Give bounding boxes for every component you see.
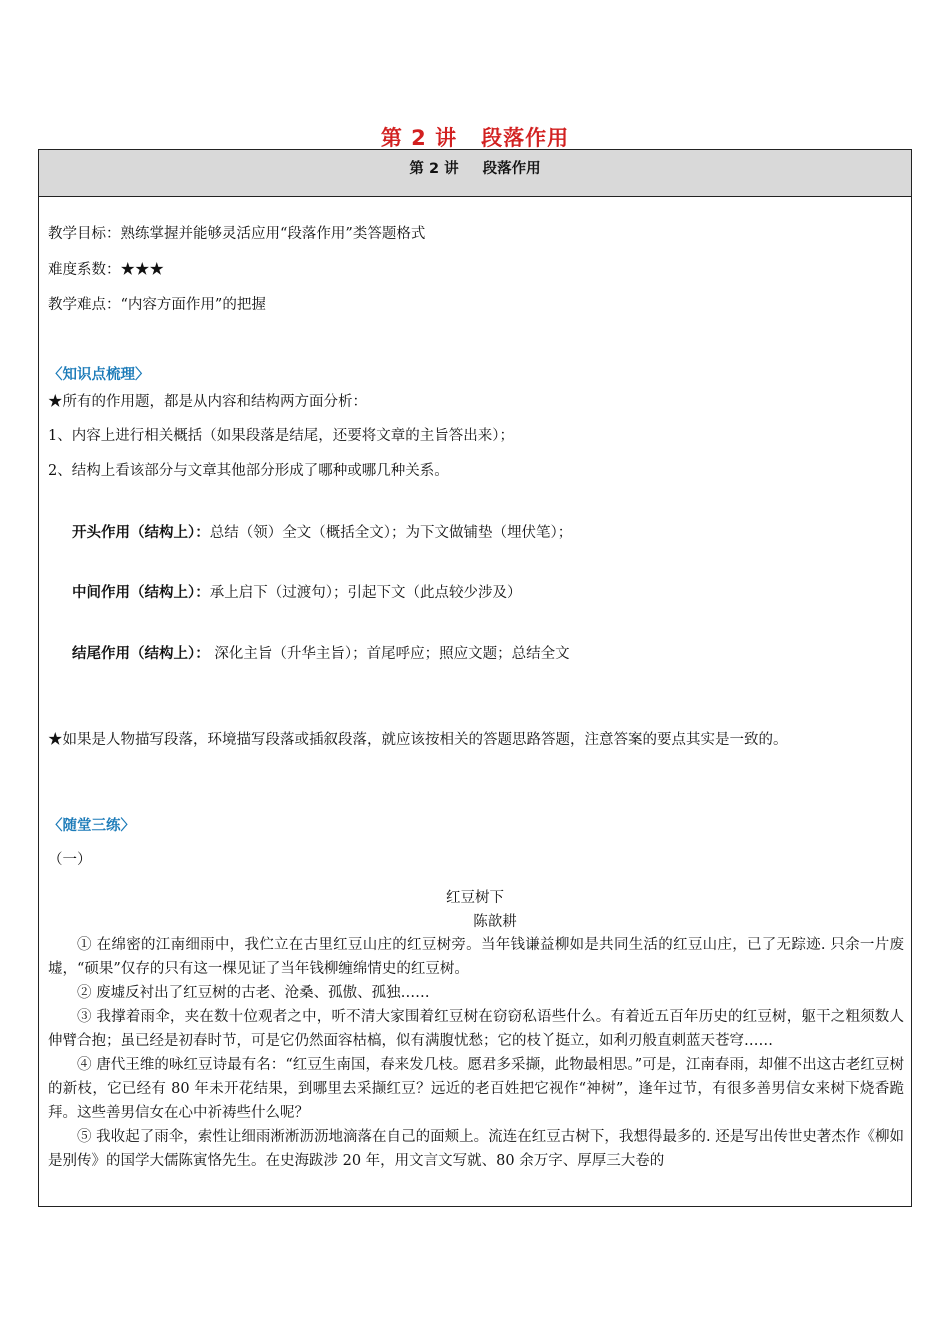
knowledge-line-3: 2、结构上看该部分与文章其他部分形成了哪种或哪几种关系。 xyxy=(48,463,449,479)
knowledge-line-1: ★所有的作用题，都是从内容和结构两方面分析： xyxy=(48,394,367,410)
opening-function xyxy=(72,523,572,543)
article-body xyxy=(48,933,904,1173)
opening-label: 开头作用（结构上）： xyxy=(72,525,210,541)
opening-text: 总结（领）全文（概括全文）；为下文做铺垫（埋伏笔）； xyxy=(209,525,573,541)
practice-heading: 〈随堂三练〉 xyxy=(48,818,135,834)
lesson-header xyxy=(39,150,911,197)
middle-text: 承上启下（过渡句）；引起下文（此点较少涉及） xyxy=(209,585,522,601)
ending-text: 深化主旨（升华主旨）；首尾呼应；照应文题；总结全文 xyxy=(209,646,570,662)
paragraph-2: ② 废墟反衬出了红豆树的古老、沧桑、孤傲、孤独…… xyxy=(77,985,430,1001)
teaching-goal: 教学目标：熟练掌握并能够灵活应用“段落作用”类答题格式 xyxy=(48,226,426,242)
knowledge-line-2: 1、内容上进行相关概括（如果段落是结尾，还要将文章的主旨答出来）； xyxy=(48,428,514,444)
paragraph-4: ④ 唐代王维的咏红豆诗最有名：“红豆生南国，春来发几枝。愿君多采撷，此物最相思。”可是，江南春雨，却催不出这古老红豆树的新枝，它已经有 80 年未开花结果，到哪里去采撷红豆？远近的老百姓把它视作“神树”，逢年过节，有很多善男信女来树下烧香跪拜。这些善男信女在心中祈祷些什么呢？ xyxy=(48,1057,904,1121)
page-title-text: 段落作用 xyxy=(481,126,570,150)
teaching-difficulty: 教学难点：“内容方面作用”的把握 xyxy=(48,297,266,313)
paragraph-3: ③ 我撑着雨伞，夹在数十位观者之中，听不清大家围着红豆树在窃窃私语些什么。有着近五百年历史的红豆树，躯干之粗须数人伸臂合抱；虽已经是初春时节，可是它仍然面容枯槁，似有满腹忧愁；它的枝丫挺立，如利刃般直刺蓝天苍穹…… xyxy=(48,1009,904,1049)
lesson-frame xyxy=(38,149,912,1207)
header-text: 段落作用 xyxy=(482,161,541,177)
middle-function xyxy=(72,583,522,603)
paragraph-5: ⑤ 我收起了雨伞，索性让细雨淅淅沥沥地滴落在自己的面颊上。流连在红豆古树下，我想得最多的. 还是写出传世史著杰作《柳如是别传》的国学大儒陈寅恪先生。在史海跋涉 20 年，用文言文写就、80 余万字、厚厚三大卷的 xyxy=(48,1129,904,1169)
knowledge-heading: 〈知识点梳理〉 xyxy=(48,367,150,383)
ending-label: 结尾作用（结构上）： xyxy=(72,646,210,662)
paragraph-1: ① 在绵密的江南细雨中，我伫立在古里红豆山庄的红豆树旁。当年钱谦益柳如是共同生活的红豆山庄，已了无踪迹. 只余一片废墟，“硕果”仅存的只有这一棵见证了当年钱柳缠绵情史的红豆树。 xyxy=(48,937,904,977)
ending-function xyxy=(72,644,570,664)
header-number: 第 2 讲 xyxy=(409,161,459,177)
page-title xyxy=(0,122,950,152)
difficulty-rating: 难度系数：★★★ xyxy=(48,262,164,278)
article-title: 红豆树下 xyxy=(446,890,504,906)
page-title-number: 第 2 讲 xyxy=(380,126,458,150)
middle-label: 中间作用（结构上）： xyxy=(72,585,210,601)
article-author: 陈歆耕 xyxy=(473,914,517,930)
knowledge-note: ★如果是人物描写段落，环境描写段落或插叙段落，就应该按相关的答题思路答题，注意答案的要点其实是一致的。 xyxy=(48,732,788,748)
practice-section: （一） xyxy=(48,852,92,868)
